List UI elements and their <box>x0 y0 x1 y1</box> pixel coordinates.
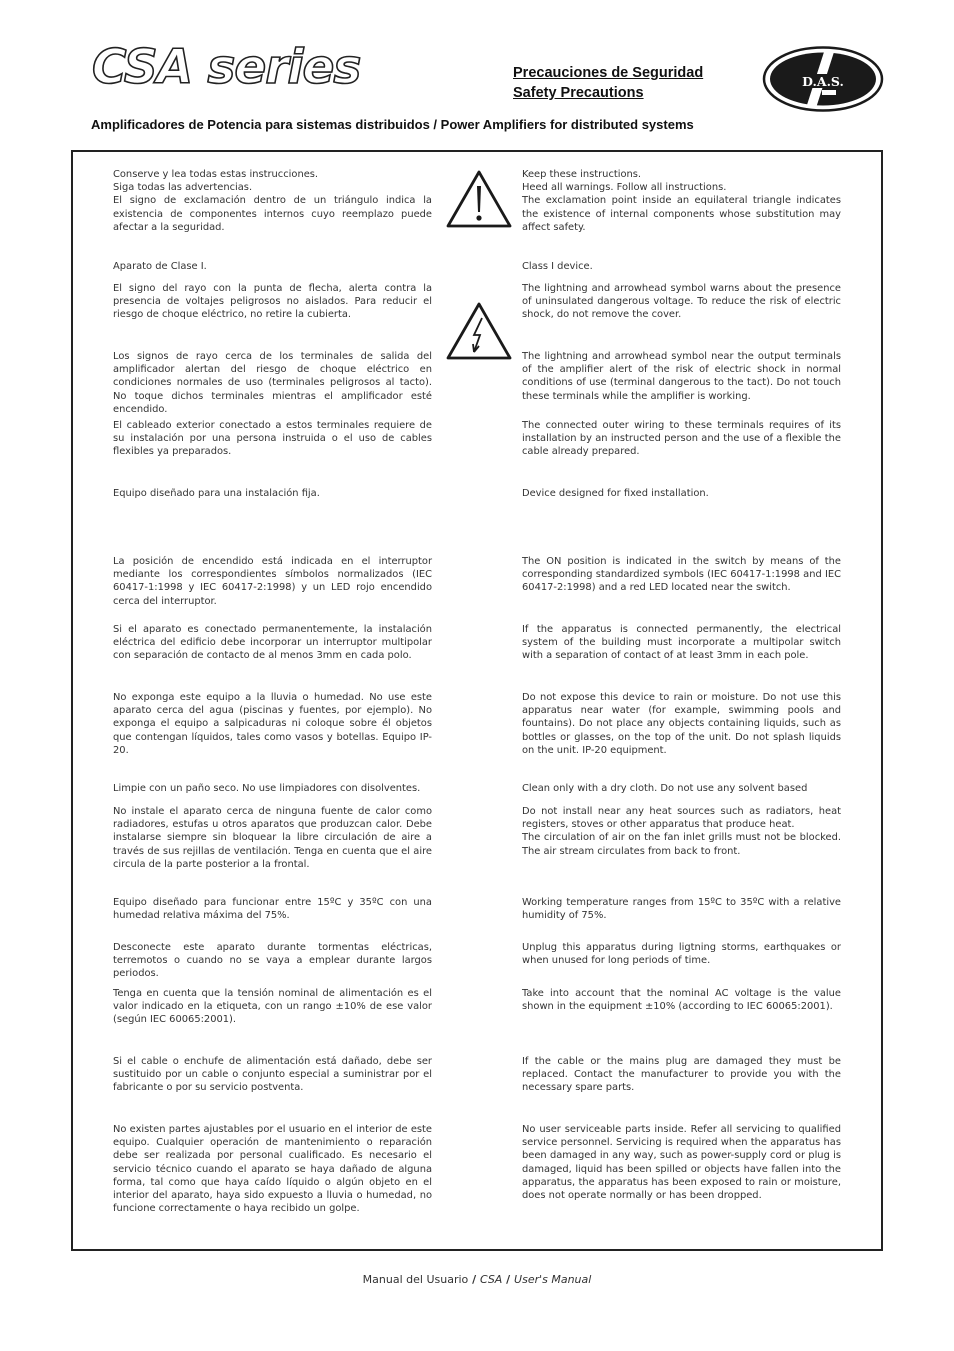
footer-sep-1: / <box>468 1273 480 1286</box>
safety-text-en-15: If the cable or the mains plug are damaged they must be replaced. Contact the manufacturer to provide you with the necessary spare parts. <box>522 1056 841 1094</box>
footer-sep-2: / <box>502 1273 515 1286</box>
safety-text-es-5: El cableado exterior conectado a estos terminales requiere de su instalación por una persona instruida o el uso de cables flexibles ya preparados. <box>113 420 432 458</box>
safety-text-en-7: The ON position is indicated in the switch by means of the corresponding standardized symbols (IEC 60417-1:1998 and IEC 60417-2:1998) and a red LED located near the switch. <box>522 556 841 594</box>
safety-text-en-6: Device designed for fixed installation. <box>522 488 709 499</box>
precautions-heading-es: Precauciones de Seguridad <box>513 65 704 81</box>
safety-text-es-6: Equipo diseñado para una instalación fija. <box>113 488 320 499</box>
safety-text-es-7: La posición de encendido está indicada en el interruptor mediante los correspondientes símbolos normalizados (IEC 60417-1:1998 y IEC 60417-2:1998) y un LED rojo encendido cerca del interruptor. <box>113 556 432 607</box>
safety-text-en-9: Do not expose this device to rain or moisture. Do not use this apparatus near water (for example, swimming pools and fountains). Do not place any objects containing liquids, such as bottles or glasses, on the top of the unit. Do not splash liquids on the unit. IP-20 equipment. <box>522 692 841 756</box>
safety-text-es-16: No existen partes ajustables por el usuario en el interior de este equipo. Cualquier operación de mantenimiento o reparación debe ser realizada por personal cualificado. Es necesario el servicio técnico cuando el aparato se haya dañado de alguna forma, tal como que haya caído líquido o algún objeto en el interior del aparato, haya sido expuesto a lluvia o humedad, no funcione correctamente o haya recibido un golpe. <box>113 1124 432 1215</box>
safety-text-en-14: Take into account that the nominal AC voltage is the value shown in the equipment ±10% (according to IEC 60065:2001). <box>522 988 841 1013</box>
safety-text-en-3: The lightning and arrowhead symbol warns about the presence of uninsulated dangerous voltage. To reduce the risk of electric shock, do not remove the cover. <box>522 283 841 321</box>
lightning-triangle-icon <box>444 300 514 362</box>
safety-text-es-8: Si el aparato es conectado permanentemente, la instalación eléctrica del edificio debe incorporar un interruptor multipolar con separación de contacto de al menos 3mm en cada polo. <box>113 624 432 662</box>
safety-text-en-10: Clean only with a dry cloth. Do not use any solvent based <box>522 783 808 794</box>
safety-text-es-11: No instale el aparato cerca de ninguna fuente de calor como radiadores, estufas u otros aparatos que produzcan calor. Debe instalarse siempre sin bloquear la libre circulación de aire a través de sus rejillas de ventilación. Tenga en cuenta que el aire circula de la parte posterior a la frontal. <box>113 806 432 870</box>
safety-text-en-16: No user serviceable parts inside. Refer all servicing to qualified service personnel. Servicing is required when the apparatus has been damaged in any way, such as power-supply cord or plug is damaged, liquid has been spilled or objects have fallen into the apparatus, the apparatus has been exposed to rain or moisture, does not operate normally or has been dropped. <box>522 1124 841 1202</box>
footer-suffix: User's Manual <box>514 1273 592 1286</box>
safety-text-en-11: Do not install near any heat sources such as radiators, heat registers, stoves or other apparatus that produce heat. The circulation of air on the fan inlet grills must not be blocked. The air stream circulates from back to front. <box>522 806 841 857</box>
logo-text: D.A.S. <box>802 74 844 89</box>
safety-text-es-1: Conserve y lea todas estas instrucciones. Siga todas las advertencias. El signo de exclamación dentro de un triángulo indica la existencia de componentes internos cuyo reemplazo puede afectar a la seguridad. <box>113 169 432 233</box>
safety-text-en-12: Working temperature ranges from 15ºC to 35ºC with a relative humidity of 75%. <box>522 897 841 922</box>
safety-text-es-9: No exponga este equipo a la lluvia o humedad. No use este aparato cerca del agua (piscinas y fuentes, por ejemplo). No exponga el equipo a salpicaduras ni coloque sobre él objetos que contengan líquidos, tales como vasos y botellas. Equipo IP-20. <box>113 692 432 756</box>
safety-text-es-10: Limpie con un paño seco. No use limpiadores con disolventes. <box>113 783 421 794</box>
footer-prefix: Manual del Usuario <box>362 1273 469 1286</box>
safety-text-en-1: Keep these instructions. Heed all warnings. Follow all instructions. The exclamation point inside an equilateral triangle indicates the existence of internal components whose substitution may affect safety. <box>522 169 841 233</box>
safety-text-es-12: Equipo diseñado para funcionar entre 15ºC y 35ºC con una humedad relativa máxima del 75%. <box>113 897 432 922</box>
page-footer <box>0 1273 954 1286</box>
safety-text-es-4: Los signos de rayo cerca de los terminales de salida del amplificador alertan del riesgo de choque eléctrico en condiciones normales de uso (terminales peligrosos al tacto). No toque dichos terminales mientras el amplificador esté encendido. <box>113 351 432 415</box>
safety-text-es-15: Si el cable o enchufe de alimentación está dañado, debe ser sustituido por un cable o conjunto especial a suministrar por el fabricante o por su servicio postventa. <box>113 1056 432 1094</box>
safety-text-es-2: Aparato de Clase I. <box>113 261 207 272</box>
precautions-heading-en: Safety Precautions <box>513 85 644 101</box>
safety-text-es-3: El signo del rayo con la punta de flecha, alerta contra la presencia de voltajes peligrosos no aislados. Para reducir el riesgo de choque eléctrico, no retire la cubierta. <box>113 283 432 321</box>
safety-text-en-13: Unplug this apparatus during ligtning storms, earthquakes or when unused for long periods of time. <box>522 942 841 967</box>
document-subtitle: Amplificadores de Potencia para sistemas distribuidos / Power Amplifiers for distributed systems <box>91 117 694 132</box>
safety-text-es-13: Desconecte este aparato durante tormentas eléctricas, terremotos o cuando no se vaya a emplear durante largos periodos. <box>113 942 432 980</box>
document-title: CSA series <box>92 40 361 95</box>
exclamation-triangle-icon <box>444 168 514 230</box>
safety-text-en-2: Class I device. <box>522 261 593 272</box>
safety-text-en-8: If the apparatus is connected permanently, the electrical system of the building must incorporate a multipolar switch with a separation of contact of at least 3mm in each pole. <box>522 624 841 662</box>
footer-model: CSA <box>479 1273 503 1286</box>
safety-text-en-5: The connected outer wiring to these terminals requires of its installation by an instructed person and the use of a flexible the cable already prepared. <box>522 420 841 458</box>
das-logo <box>762 46 884 112</box>
safety-text-en-4: The lightning and arrowhead symbol near the output terminals of the amplifier alert of the risk of electric shock in normal conditions of use (terminal dangerous to the tact). Do not touch these terminals while the amplifier is working. <box>522 351 841 402</box>
safety-text-es-14: Tenga en cuenta que la tensión nominal de alimentación es el valor indicado en la etiqueta, con un rango ±10% de ese valor (según IEC 60065:2001). <box>113 988 432 1026</box>
